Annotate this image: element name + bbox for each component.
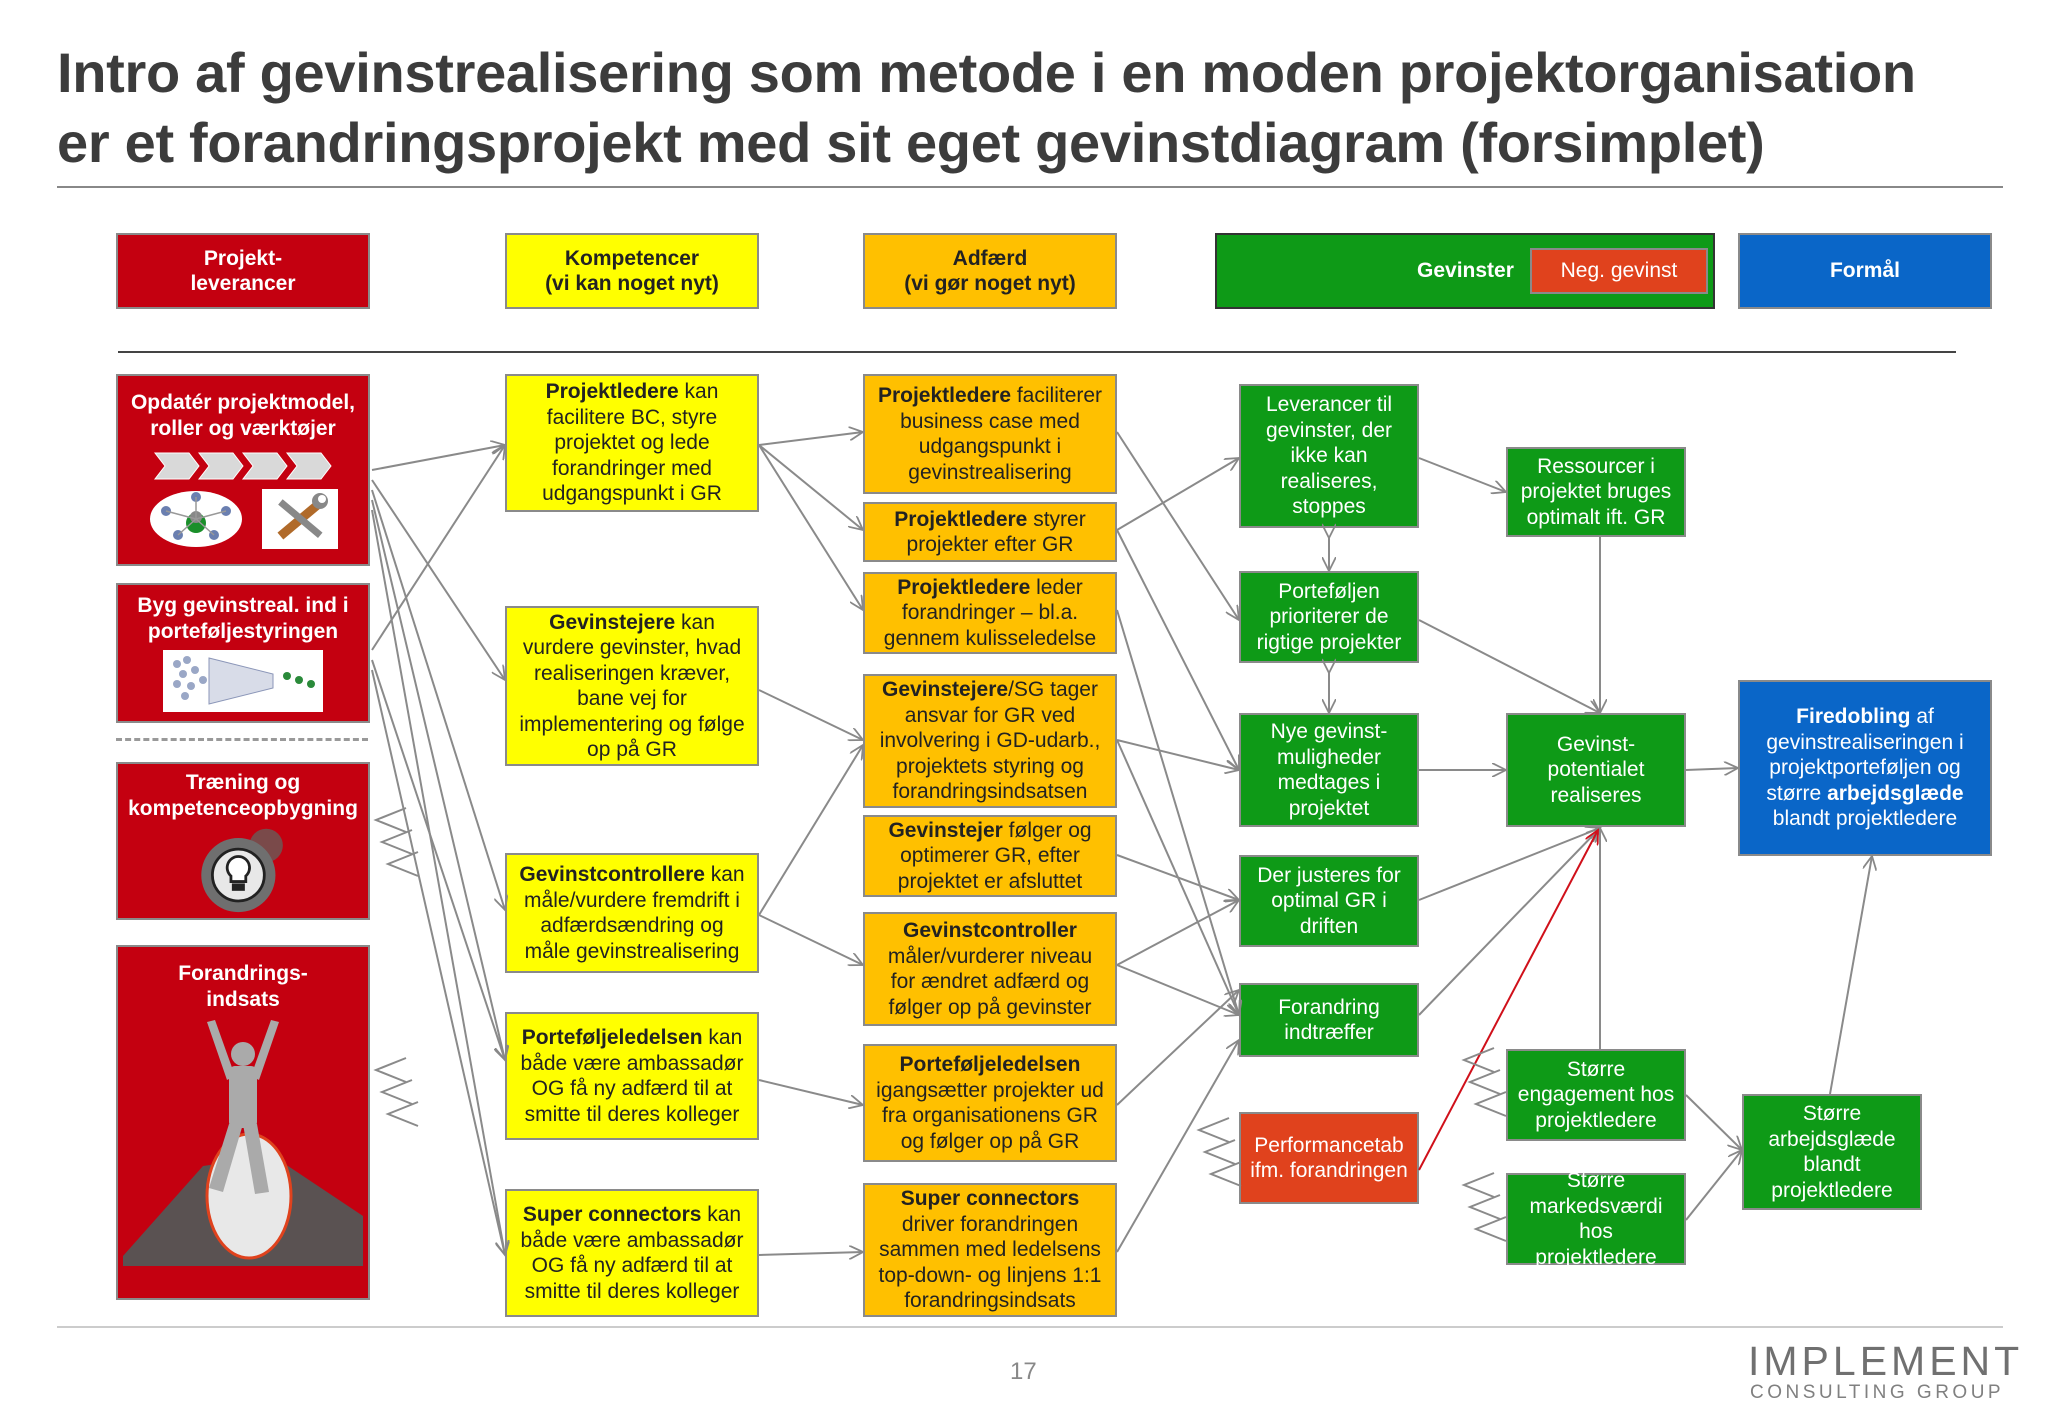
adfaerd-1-bold: Projektledere bbox=[894, 507, 1028, 531]
header-formaal: Formål bbox=[1738, 233, 1992, 309]
leverance-traening-label: Træning og kompetenceopbygning bbox=[128, 771, 358, 820]
header-gevinster-label: Gevinster bbox=[1417, 259, 1514, 283]
leverance-forandringsindsats-label: Forandrings- indsats bbox=[178, 962, 308, 1011]
adfaerd-5-bold: Gevinstcontroller bbox=[903, 919, 1077, 942]
connector-arrow bbox=[372, 500, 505, 1060]
header-projektleverancer: Projekt- leverancer bbox=[116, 233, 370, 309]
connector-arrow bbox=[1419, 828, 1600, 900]
gevinst-forandring-indtraeffer: Forandring indtræffer bbox=[1239, 983, 1419, 1057]
adfaerd-7-text: driver forandringen sammen med ledelsens top-down- og linjens 1:1 forandringsindsats bbox=[878, 1212, 1102, 1313]
adfaerd-1-text: styrer projekter efter GR bbox=[906, 507, 1086, 556]
connector-arrow bbox=[372, 445, 505, 470]
adfaerd-4-text: følger og optimerer GR, efter projektet er afsluttet bbox=[897, 818, 1092, 893]
kompetence-super-connectors-text: kan både være ambassadør OG få ny adfærd til at smitte til deres kolleger bbox=[520, 1203, 744, 1303]
connector-arrow bbox=[372, 445, 505, 650]
kompetence-portefoeljeledelsen-text: kan både være ambassadør OG få ny adfærd til at smitte til deres kolleger bbox=[520, 1026, 744, 1126]
chevron-arrow-icon bbox=[382, 1080, 412, 1104]
chevron-arrow-icon bbox=[382, 830, 412, 854]
kompetence-super-connectors-bold: Super connectors bbox=[522, 1203, 702, 1226]
connector-arrow bbox=[1117, 432, 1239, 620]
header-adfaerd: Adfærd (vi gør noget nyt) bbox=[863, 233, 1117, 309]
adfaerd-3-bold: Gevinstejere bbox=[882, 678, 1009, 702]
connector-arrow bbox=[372, 670, 505, 1255]
connector-arrow bbox=[1117, 990, 1239, 1105]
title-line-2: er et forandringsprojekt med sit eget gevinstdiagram (forsimplet) bbox=[57, 111, 1765, 174]
connector-arrow bbox=[372, 510, 505, 1255]
title-line-1: Intro af gevinstrealisering som metode i en moden projektorganisation bbox=[57, 41, 1916, 104]
connector-arrow bbox=[759, 915, 863, 965]
kompetence-gevinstcontrollere-bold: Gevinstcontrollere bbox=[519, 863, 705, 886]
connector-arrow bbox=[759, 690, 863, 740]
adfaerd-5-text: måler/vurderer niveau for ændret adfærd og følger op på gevinster bbox=[887, 944, 1093, 1019]
connector-arrow bbox=[1686, 1095, 1742, 1150]
page-number: 17 bbox=[1010, 1358, 1037, 1385]
logo-text: IMPLEMENT bbox=[1748, 1338, 2024, 1384]
connector-arrow bbox=[1419, 458, 1506, 492]
leverance-portefoeljestyring-label: Byg gevinstreal. ind i porteføljestyringen bbox=[137, 594, 349, 643]
chevron-arrow-icon bbox=[1476, 1217, 1506, 1241]
connector-arrow bbox=[1686, 1150, 1742, 1220]
connector-arrow bbox=[759, 745, 863, 915]
connector-arrow bbox=[759, 432, 863, 445]
gevinst-stoerre-markedsvaerdi: Større markedsværdi hos projektledere bbox=[1506, 1173, 1686, 1265]
connector-arrow bbox=[1419, 620, 1600, 713]
gevinst-justeres-driften: Der justeres for optimal GR i driften bbox=[1239, 855, 1419, 947]
gevinst-ressourcer: Ressourcer i projektet bruges optimalt ift. GR bbox=[1506, 447, 1686, 537]
chevron-arrow-icon bbox=[376, 1058, 406, 1082]
formaal-bold-1: Firedobling bbox=[1796, 705, 1911, 729]
chevron-arrow-icon bbox=[1205, 1140, 1235, 1164]
kompetence-portefoeljeledelsen-bold: Porteføljeledelsen bbox=[521, 1026, 703, 1049]
gevinst-portefoeljen-prioriterer: Porteføljen prioriterer de rigtige projekter bbox=[1239, 571, 1419, 663]
header-kompetencer: Kompetencer (vi kan noget nyt) bbox=[505, 233, 759, 309]
formaal-arbejdsglaede: Større arbejdsglæde blandt projektledere bbox=[1742, 1094, 1922, 1210]
kompetence-gevinstcontrollere-text: kan måle/vurdere fremdrift i adfærdsændring og måle gevinstrealisering bbox=[524, 863, 745, 963]
connector-arrow bbox=[1117, 740, 1239, 770]
adfaerd-0-bold: Projektledere bbox=[877, 384, 1012, 407]
adfaerd-4-bold: Gevinstejer bbox=[888, 818, 1003, 842]
gevinst-performancetab: Performancetab ifm. forandringen bbox=[1239, 1112, 1419, 1204]
chevron-arrow-icon bbox=[1470, 1195, 1500, 1219]
adfaerd-3-text: /SG tager ansvar for GR ved involvering i GD-udarb., projektets styring og forandringsindsatsen bbox=[879, 678, 1101, 804]
connector-arrow bbox=[1419, 828, 1600, 1015]
chevron-arrow-icon bbox=[1476, 1092, 1506, 1116]
logo-subtext: CONSULTING GROUP bbox=[1750, 1382, 2005, 1403]
adfaerd-2-bold: Projektledere bbox=[897, 575, 1031, 599]
chevron-arrow-icon bbox=[1470, 1070, 1500, 1094]
adfaerd-7-bold: Super connectors bbox=[900, 1187, 1080, 1211]
chevron-arrow-icon bbox=[388, 1102, 418, 1126]
adfaerd-2-text: leder forandringer – bl.a. gennem kulisseledelse bbox=[883, 575, 1097, 650]
negative-connector-arrow bbox=[1419, 830, 1598, 1170]
leverance-projektmodel-label: Opdatér projektmodel, roller og værktøjer bbox=[130, 391, 356, 440]
connector-arrow bbox=[759, 445, 863, 530]
gevinst-nye-muligheder: Nye gevinst- muligheder medtages i projektet bbox=[1239, 713, 1419, 827]
formaal-bold-2: arbejdsglæde bbox=[1827, 781, 1964, 805]
kompetence-gevinstejere-bold: Gevinstejere bbox=[549, 610, 676, 634]
kompetence-projektledere-bold: Projektledere bbox=[545, 380, 679, 404]
connector-arrow bbox=[1117, 458, 1239, 530]
connector-arrow bbox=[1117, 530, 1239, 770]
connector-arrow bbox=[372, 660, 505, 1060]
adfaerd-6-bold: Porteføljeledelsen bbox=[899, 1053, 1081, 1076]
connector-arrow bbox=[1686, 768, 1738, 770]
chevron-arrow-icon bbox=[1464, 1173, 1494, 1197]
chevron-arrow-icon bbox=[1464, 1048, 1494, 1072]
formaal-text-2: blandt projektledere bbox=[1772, 807, 1958, 831]
chevron-arrow-icon bbox=[1211, 1162, 1241, 1186]
connector-arrow bbox=[759, 1252, 863, 1255]
chevron-arrow-icon bbox=[1199, 1118, 1229, 1142]
adfaerd-0-text: faciliterer business case med udgangspunkt i gevinstrealisering bbox=[900, 384, 1103, 484]
kompetence-projektledere-text: kan facilitere BC, styre projektet og lede forandringer med udgangspunkt i GR bbox=[542, 380, 722, 506]
gevinst-potentialet-realiseres: Gevinst- potentialet realiseres bbox=[1506, 713, 1686, 827]
gevinst-stoerre-engagement: Større engagement hos projektledere bbox=[1506, 1049, 1686, 1141]
connector-arrow bbox=[1830, 856, 1872, 1094]
chevron-arrow-icon bbox=[376, 808, 406, 832]
connector-arrow bbox=[759, 445, 863, 610]
gevinst-leverancer-stoppes: Leverancer til gevinster, der ikke kan realiseres, stoppes bbox=[1239, 384, 1419, 528]
connector-arrow bbox=[1117, 855, 1239, 900]
connector-arrow bbox=[759, 1080, 863, 1105]
header-neg-gevinst: Neg. gevinst bbox=[1530, 248, 1708, 294]
formaal-text-1: af gevinstrealiseringen i projektporteføljen og større bbox=[1766, 705, 1964, 805]
adfaerd-6-text: igangsætter projekter ud fra organisationens GR og følger op på GR bbox=[876, 1078, 1104, 1153]
kompetence-gevinstejere-text: kan vurdere gevinster, hvad realiseringen kræver, bane vej for implementering og følge op på GR bbox=[519, 610, 745, 761]
